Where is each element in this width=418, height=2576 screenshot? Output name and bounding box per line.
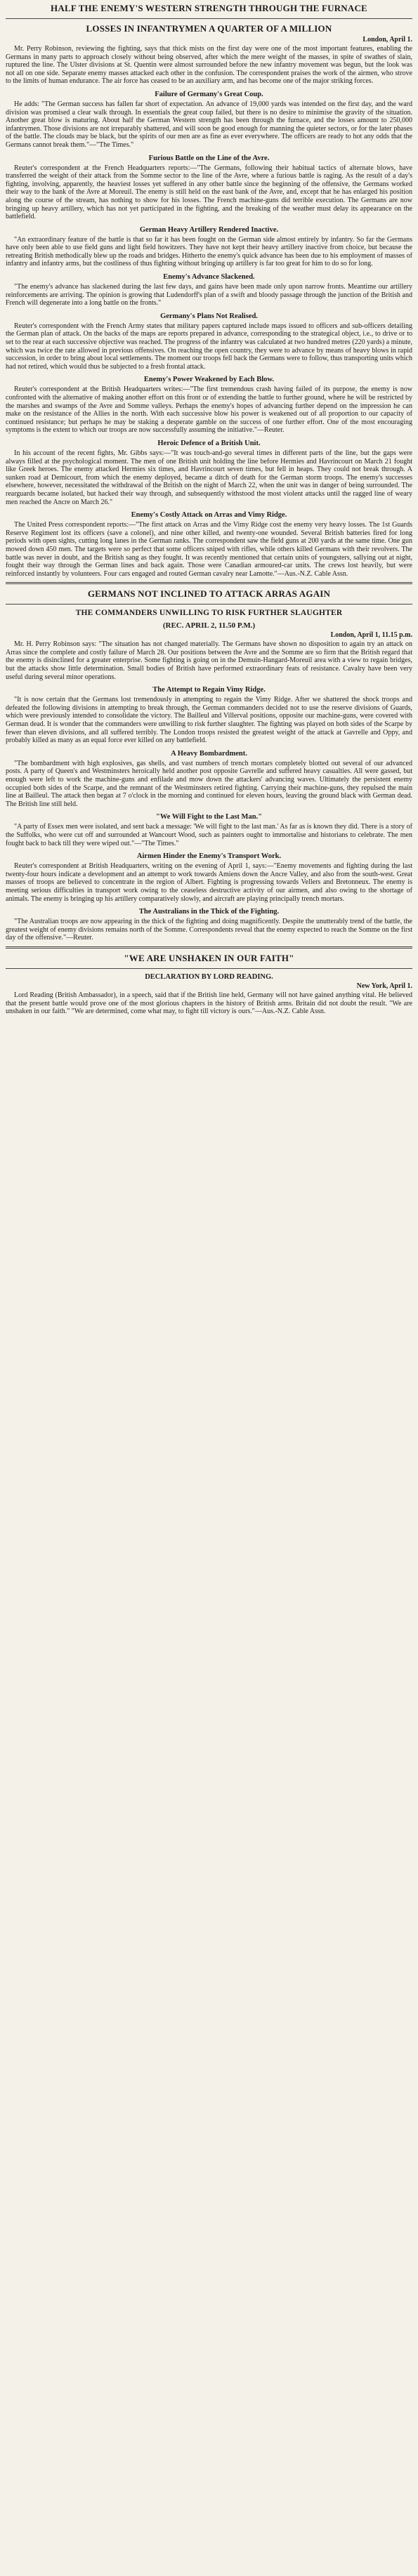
story1-headline: LOSSES IN INFANTRYMEN A QUARTER OF A MILLION	[86, 23, 332, 34]
story1-section-title: Enemy's Power Weakened by Each Blow.	[143, 376, 275, 384]
story2-dateline: London, April 1, 11.15 p.m.	[330, 631, 412, 640]
story2-headline: GERMANS NOT INCLINED TO ATTACK ARRAS AGAIN	[87, 588, 331, 600]
divider	[6, 582, 412, 584]
story3-subheadline: DECLARATION BY LORD READING.	[145, 972, 273, 981]
story1-section-title: Failure of Germany's Great Coup.	[155, 90, 263, 98]
story2-section-title: "We Will Fight to the Last Man."	[156, 813, 262, 821]
story2-paragraph: Mr. H. Perry Robinson says: "The situation has not changed materially. The Germans have shown no disposition to again try an attack on Arras since the complete and costly failure of March 28. Our positions between the Avre and the Somme are so firm that the British regard that the enemy is disinclined for a greater enterprise. Some fighting is going on in the Demuin-Hangard-Moreuil area with a view to regain bridges, but the attacks show little determination. Small bodies of British have performed extraordinary feats of resistance. Cavalry have been very useful during several minor operations.	[6, 640, 412, 681]
divider	[6, 18, 412, 19]
story3-dateline: New York, April 1.	[356, 982, 412, 990]
story2-section-paragraph: "A party of Essex men were isolated, and sent back a message: 'We will fight to the last man.' As far as is known they did. There is a story of the Suffolks, who were cut off and surrounded at Wancourt Wood, such as painters ought to immortalise and historians to celebrate. The men fought back to back till they were wiped out."—"The Times."	[6, 823, 412, 847]
story1-section-paragraph: "An extraordinary feature of the battle is that so far it has been fought on the German side almost entirely by infantry. So far the Germans have only been able to use field guns and light field howitzers. They have not kept their heavy artillery inactive from choice, but because the retreating British methodically blew up the roads and bridges. Hitherto the enemy's quick advance has been due to his employment of masses of infantry and infantry arms, but the costliness of thus fighting without bringing up artillery is far too great for him to do so for long.	[6, 235, 412, 268]
story1-section-paragraph: Reuter's correspondent with the French Army states that military papers captured include maps issued to officers and sub-officers detailing the German plan of attack. On the backs of the maps are reports prepared in advance, corresponding to the strategical object, i.e., to drive or to set to the rear at each successive objective was reached. The progress of the infantry was calculated at two hundred metres (220 yards) a minute, which was twice the rate allowed in previous offensives. On reaching the open country, they were to advance by means of heavy blows in rapid succession, in order to bring about local settlements. The moment our troops fell back the Germans were to follow, thus transporting units which had not retired, which would thus be subjected to a fresh frontal attack.	[6, 322, 412, 371]
story1-section-title: Enemy's Advance Slackened.	[163, 273, 255, 282]
story2-section-paragraph: "The Australian troops are now appearing in the thick of the fighting and doing magnificently. Despite the unutterably trend of the battle, the greatest weight of enemy divisions remains north of the Somme. Correspondents reveal that the enemy expected to reach the Somme on the first day of the offensive."—Reuter.	[6, 918, 412, 942]
newspaper-page	[0, 0, 418, 1022]
story2-section-title: The Australians in the Thick of the Fighting.	[138, 908, 280, 916]
story1-paragraph: Mr. Perry Robinson, reviewing the fighting, says that thick mists on the first day were one of the most important features, enabling the Germans in many parts to approach closely without being observed, after which the mere weight of the masses, in spite of swathes of slain, ruptured the line. The Ulster divisions at St. Quentin were almost surrounded before the new infantry movement was begun, but the look was not all on one side. Separate enemy masses attacked each other in the confusion. The correspondent praises the work of the airmen, who strove to the limits of human endurance. The air force has ceased to be an auxiliary arm, and has become one of the major striking forces.	[6, 45, 412, 86]
story1-section-paragraph: Reuter's correspondent at the French Headquarters reports:—"The Germans, following their habitual tactics of alternate blows, have transferred the weight of their attack from the Somme sector to the line of the Avre, where a furious battle is raging. As the result of a day's fighting, involving, apparently, the heaviest losses yet suffered in any other battle since the beginning of the offensive, the Germans worked their way to the bank of the Avre at Moreuil. The enemy is still held on the east bank of the Avre, and, except that he has enlarged his position along the course of the stream, has nothing to show for his losses. The French machine-guns did terrible execution. The Germans are now bringing up heavy artillery, which has not yet participated in the fighting, and the breaking of the weather must delay its appearance on the battlefield.	[6, 164, 412, 221]
story2-section-paragraph: Reuter's correspondent at British Headquarters, writing on the evening of April 1, says:—"Enemy movements and fighting during the last twenty-four hours indicate a development and an attempt to work towards Amiens down the Ancre Valley, and also from the south-west. Great masses of troops are believed to concentrate in the region of Albert. Fighting is progressing towards Vellers and Bretonneux. The enemy is meeting serious difficulties in transport work owing to the ceaseless destructive activity of our airmen, and also owing to the shortage of animals. The enemy is bringing up his artillery comparatively slowly, and aircraft are playing principally trench mortars.	[6, 862, 412, 903]
story1-section-title: German Heavy Artillery Rendered Inactive.	[139, 225, 279, 234]
story1-section-paragraph: Reuter's correspondent at the British Headquarters writes:—"The first tremendous crash having failed of its purpose, the enemy is now confronted with the alternative of making another effort on this front or of extending the battle to further ground, where he will be restricted by the marshes and swamps of the Avre and Somme valleys. Perhaps the enemy's hopes of advancing further depend on the impression he can make on the resistance of the Allies in the north. With each successive blow his power is weakened out of all proportion to our capacity of continued resistance; but perhaps he may be staking a desperate gamble on the success of one further effort. One of the most encouraging symptoms is the extent to which our troops are now successfully assuming the initiative."—Reuter.	[6, 385, 412, 435]
divider	[6, 968, 412, 969]
story1-section-title: Furious Battle on the Line of the Avre.	[148, 154, 270, 162]
divider	[6, 604, 412, 605]
story1-section-paragraph: "The enemy's advance has slackened during the last few days, and gains have been made only upon narrow fronts. Meantime our artillery reinforcements are arriving. The opinion is growing that Ludendorff's plan of a swift and bloody passage through the junction of the British and French will degenerate into a long battle on the fronts."	[6, 283, 412, 308]
story1-section-title: Heroic Defence of a British Unit.	[157, 439, 261, 447]
story1-section-paragraph: In his account of the recent fights, Mr. Gibbs says:—"It was touch-and-go several times in different parts of the line, but the gaps were always filled at the psychological moment. The men of one British unit holding the line before Hermies and Havrincourt on March 21 fought like Greek heroes. The enemy attacked Hermies six times, and Havrincourt seven times, but fell in heaps. They could not break through. A sunken road at Demicourt, from which the enemy deployed, became a ditch of death for the German storm troops. The enemy's successes elsewhere, however, necessitated the withdrawal of the British on the night of March 22, when the unit was in danger of being surrounded. The rearguards became isolated, but hacked their way through, and subsequently withstood the most violent attacks until the ragged line of weary men reached the Ancre on March 26."	[6, 449, 412, 506]
story2-section-paragraph: "It is now certain that the Germans lost tremendously in attempting to regain the Vimy Ridge. After we shattered the shock troops and defeated the following divisions in attempting to break through, the German commanders decided not to use the reserve divisions of Guards, which were previously intended to consolidate the victory. The Bailleul and Villerval positions, opposite our machine-guns, were covered with German dead. It is wonder that the commanders were unwilling to risk further slaughter. The fighting was played on both sides of the Scarpe by fewer than eleven divisions, and all suffered terribly. The London troops resisted the greatest weight of the attack at Gavrelle and Oppy, and probably killed as many as an equal force ever killed on any battlefield.	[6, 696, 412, 745]
story1-section-paragraph: He adds: "The German success has fallen far short of expectation. An advance of 19,000 yards was intended on the first day, and the ward division was promised a clear walk through. In essentials the great coup failed, but there is no desire to minimise the gravity of the situation. Another great blow is maturing. About half the German Western strength has been through the furnace, and the losses amount to 250,000 infantrymen. Those divisions are not irreparably shattered, and will soon be good enough for manning the quieter sectors, or for the later phases of the battle. The clouds may be black, but the spirits of our men are as fine as ever everywhere. The officers are ready to hot any odds that the Germans cannot break them."—"The Times."	[6, 100, 412, 149]
story3-paragraph: Lord Reading (British Ambassador), in a speech, said that if the British line held, Germany will not have gained anything vital. He believed that the present battle would prove one of the most glorious chapters in the history of British arms. Britain did not doubt the result. "We are unshaken in our faith." "We are determined, come what may, to fight till victory is ours."—Aus.-N.Z. Cable Assn.	[6, 991, 412, 1016]
story1-section-title: Germany's Plans Not Realised.	[160, 312, 258, 320]
story2-section-title: The Attempt to Regain Vimy Ridge.	[152, 686, 266, 694]
story2-section-paragraph: "The bombardment with high explosives, gas shells, and vast numbers of trench mortars completely blotted out several of our advanced posts. A party of Queen's and Westminsters heroically held another post opposite Gavrelle and suffered heavy casualties. All were gassed, but enough were left to work the machine-guns and enfilade and mow down the attackers' advancing waves. Ultimately the persistent enemy occupied both sides of the Scarpe, and the remnant of the Westminsters retired fighting. Carrying their machine-guns, they repulsed the main line at Bailleul. The attack then began at 7 o'clock in the morning and continued for eleven hours, leaving the ground black with German dead. The British line still held.	[6, 759, 412, 808]
story2-section-title: A Heavy Bombardment.	[171, 749, 247, 758]
story2-received: (REC. APRIL 2, 11.50 P.M.)	[162, 621, 256, 630]
story2-subheadline: THE COMMANDERS UNWILLING TO RISK FURTHER SLAUGHTER	[75, 609, 343, 618]
story1-section-paragraph: The United Press correspondent reports:—"The first attack on Arras and the Vimy Ridge cost the enemy very heavy losses. The 1st Guards Reserve Regiment lost its officers (save a colonel), and nine other killed, and twenty-one wounded. Several British batteries fired for long periods with open sights, cutting long lanes in the German ranks. The correspondent saw the field guns at 200 yards at the same time. One gun mowed down 450 men. The targets were so perfect that some officers sniped with rifles, while others killed Germans with their revolvers. The battle was never in doubt, and the British sang as they fought. It was recently mentioned that certain units of youngsters, sallying out at night, fought their way through the German lines and back again. Those were Canadian armoured-car units. The crews lost heavily, but were reinforced instantly by volunteers. Four cars engaged and routed German cavalry near Lamotte."—Aus.-N.Z. Cable Assn.	[6, 521, 412, 578]
divider	[6, 946, 412, 949]
story2-section-title: Airmen Hinder the Enemy's Transport Work.	[136, 852, 282, 861]
story3-headline: "WE ARE UNSHAKEN IN OUR FAITH"	[124, 952, 294, 963]
story1-dateline: London, April 1.	[363, 36, 412, 44]
story1-section-title: Enemy's Costly Attack on Arras and Vimy Ridge.	[131, 511, 287, 520]
page-title: HALF THE ENEMY'S WESTERN STRENGTH THROUGH THE FURNACE	[51, 3, 367, 13]
